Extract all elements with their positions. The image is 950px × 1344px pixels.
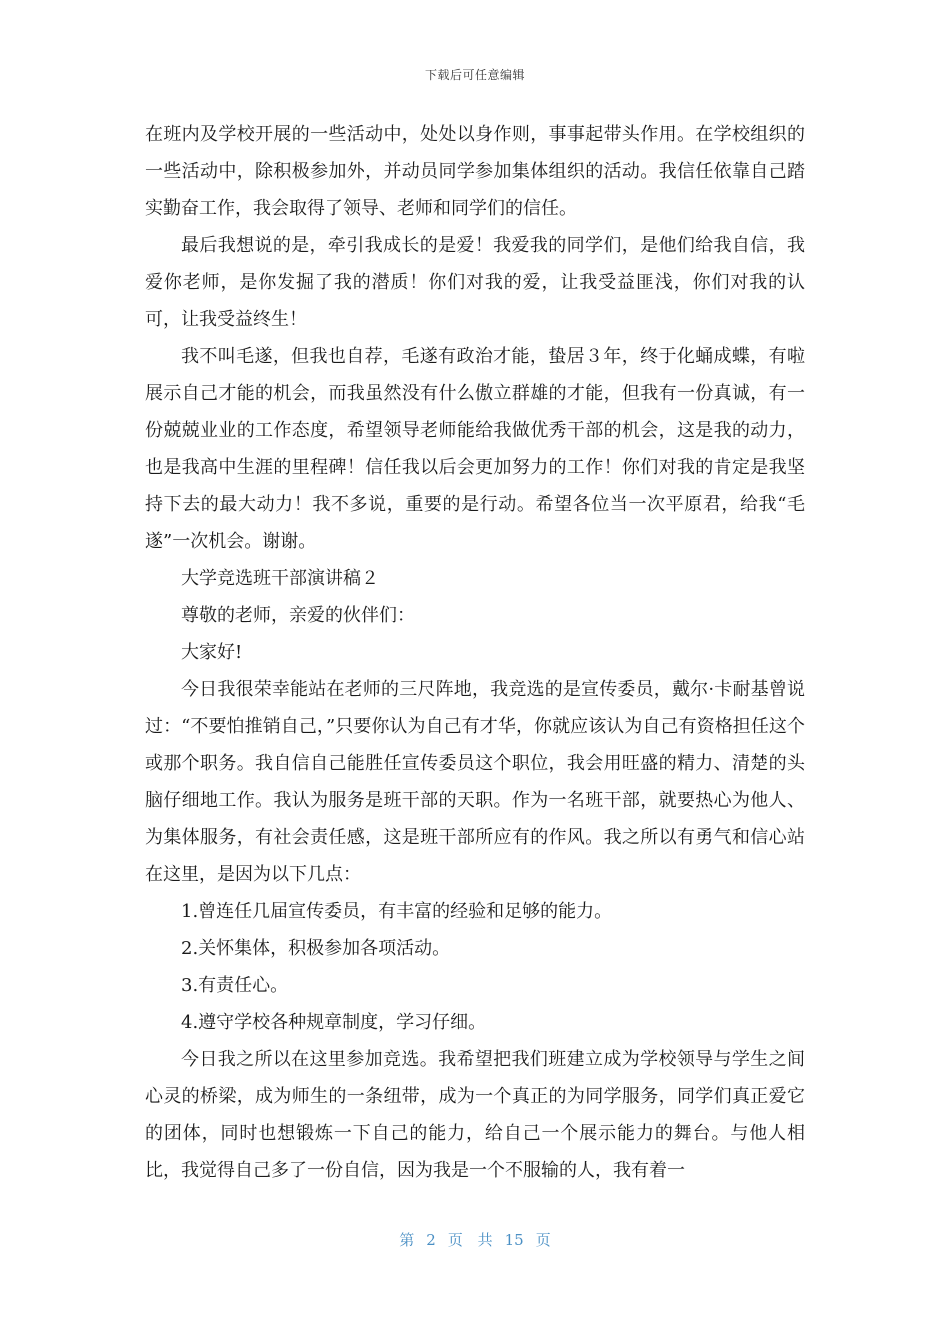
paragraph: 今日我很荣幸能站在老师的三尺阵地，我竞选的是宣传委员，戴尔·卡耐基曾说过：“不要怕推销自己，”只要你认为自己有才华，你就应该认为自己有资格担任这个或那个职务。我自信自己能胜任宣传委员这个职位，我会用旺盛的精力、清楚的头脑仔细地工作。我认为服务是班干部的天职。作为一名班干部，就要热心为他人、为集体服务，有社会责任感，这是班干部所应有的作风。我之所以有勇气和信心站在这里，是因为以下几点： (145, 679, 805, 885)
paragraph: 我不叫毛遂，但我也自荐，毛遂有政治才能，蛰居３年，终于化蛹成蝶，有啦展示自己才能的机会，而我虽然没有什么傲立群雄的才能，但我有一份真诚，有一份兢兢业业的工作态度，希望领导老师能给我做优秀干部的机会，这是我的动力，也是我高中生涯的里程碑！信任我以后会更加努力的工作！你们对我的肯定是我坚持下去的最大动力！我不多说，重要的是行动。希望各位当一次平原君，给我“毛遂”一次机会。谢谢。 (145, 346, 805, 552)
footer-label-page: 第 (399, 1231, 415, 1249)
paragraph: 最后我想说的是，牵引我成长的是爱！我爱我的同学们，是他们给我自信，我爱你老师，是你发掘了我的潜质！你们对我的爱，让我受益匪浅，你们对我的认可，让我受益终生！ (145, 235, 805, 330)
greeting: 大家好! (181, 642, 243, 663)
list-item: 2.关怀集体，积极参加各项活动。 (181, 938, 451, 959)
list-item: 3.有责任心。 (181, 975, 289, 996)
section-title: 大学竞选班干部演讲稿２ (181, 568, 379, 589)
paragraph: 今日我之所以在这里参加竞选。我希望把我们班建立成为学校领导与学生之间心灵的桥梁，成为师生的一条纽带，成为一个真正的为同学服务，同学们真正爱它的团体，同时也想锻炼一下自己的能力，给自己一个展示能力的舞台。与他人相比，我觉得自己多了一份自信，因为我是一个不服输的人，我有着一 (145, 1049, 805, 1181)
footer-label-end: 页 (535, 1231, 551, 1249)
list-item: 1.曾连任几届宣传委员，有丰富的经验和足够的能力。 (181, 901, 613, 922)
salutation: 尊敬的老师，亲爱的伙伴们： (181, 605, 415, 626)
page-footer (0, 1229, 950, 1250)
paragraph: 在班内及学校开展的一些活动中，处处以身作则，事事起带头作用。在学校组织的一些活动中，除积极参加外，并动员同学参加集体组织的活动。我信任依靠自己踏实勤奋工作，我会取得了领导、老师和同学们的信任。 (145, 124, 805, 219)
total-pages-number: 15 (504, 1231, 524, 1249)
list-item: 4.遵守学校各种规章制度，学习仔细。 (181, 1012, 487, 1033)
current-page-number: 2 (426, 1231, 436, 1249)
page-header: 下载后可任意编辑 (424, 68, 525, 82)
document-body (145, 116, 805, 1189)
footer-label-total: 页 共 (447, 1231, 493, 1249)
